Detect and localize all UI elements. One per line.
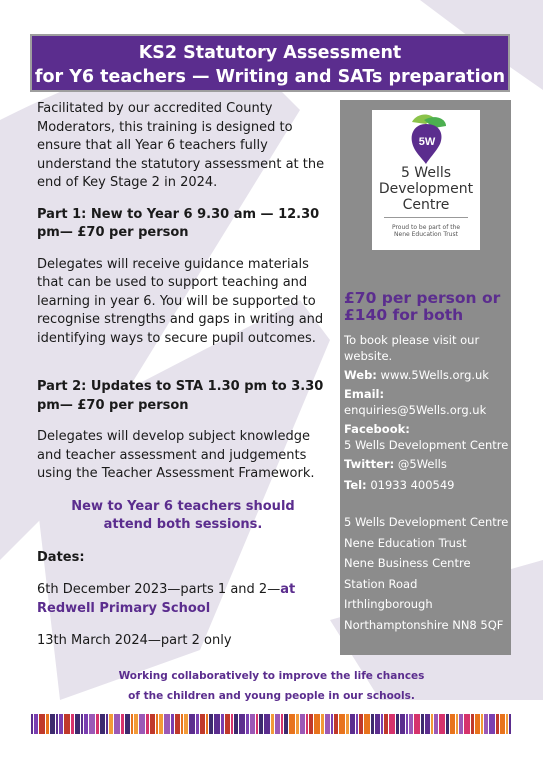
color-bar xyxy=(114,714,120,734)
color-bar xyxy=(475,714,480,734)
color-bar xyxy=(506,714,508,734)
color-bar xyxy=(50,714,55,734)
intro-paragraph: Facilitated by our accredited County Moderators, this training is designed to ensure that all Year 6 teachers fully understand the statutory assessment at the end of Key Stage 2 in 2024. xyxy=(37,101,325,190)
color-bar xyxy=(356,714,358,734)
color-bar xyxy=(281,714,283,734)
footer-strapline xyxy=(0,666,543,706)
color-bar xyxy=(139,714,145,734)
color-bar xyxy=(84,714,88,734)
attendance-notice: New to Year 6 teachers should attend both sessions. xyxy=(71,498,295,532)
color-bar xyxy=(109,714,113,734)
color-bar xyxy=(331,714,333,734)
color-bar xyxy=(156,714,158,734)
color-bar xyxy=(481,714,483,734)
color-bar xyxy=(314,714,320,734)
color-bar xyxy=(134,714,138,734)
address-line: Northamptonshire NN8 5QF xyxy=(344,617,504,632)
color-bar xyxy=(31,714,33,734)
color-bar xyxy=(414,714,420,734)
color-bar xyxy=(34,714,38,734)
price-line-1: £70 per person or xyxy=(344,289,501,307)
address-line: Nene Education Trust xyxy=(344,535,467,550)
logo-tagline-2: Nene Education Trust xyxy=(394,231,458,238)
color-bar xyxy=(150,714,155,734)
color-bar xyxy=(509,714,511,734)
color-bar xyxy=(259,714,263,734)
info-sidebar xyxy=(340,100,511,655)
color-bar xyxy=(39,714,45,734)
color-bar xyxy=(184,714,188,734)
color-bar xyxy=(175,714,180,734)
color-bar xyxy=(296,714,299,734)
color-bar xyxy=(234,714,238,734)
color-bar xyxy=(64,714,70,734)
color-bar xyxy=(350,714,355,734)
color-bar xyxy=(359,714,363,734)
web-label: Web: xyxy=(344,368,377,382)
color-bar xyxy=(264,714,270,734)
color-bar xyxy=(221,714,224,734)
color-bar xyxy=(100,714,105,734)
color-bar xyxy=(434,714,438,734)
address-line: Nene Business Centre xyxy=(344,556,471,571)
color-bar xyxy=(464,714,470,734)
decorative-color-bars xyxy=(31,714,511,734)
5wells-pin-icon xyxy=(372,110,480,168)
color-bar xyxy=(396,714,399,734)
contact-info xyxy=(344,332,510,493)
color-bar xyxy=(239,714,245,734)
color-bar xyxy=(189,714,195,734)
color-bar xyxy=(289,714,295,734)
color-bar xyxy=(164,714,170,734)
color-bar xyxy=(400,714,405,734)
color-bar xyxy=(500,714,505,734)
color-bar xyxy=(96,714,99,734)
logo-line-1: 5 Wells xyxy=(400,165,452,181)
color-bar xyxy=(75,714,80,734)
color-bar xyxy=(250,714,255,734)
color-bar xyxy=(450,714,455,734)
web-link[interactable]: www.5Wells.org.uk xyxy=(376,368,489,382)
twitter-link[interactable]: @5Wells xyxy=(394,457,447,471)
color-bar xyxy=(364,714,370,734)
part2-heading: Part 2: Updates to STA 1.30 pm to 3.30 pm— £70 per person xyxy=(37,379,324,413)
part1-body: Delegates will receive guidance materials that can be used to support teaching and learning in year 6. You will be supported to recognise strengths and gaps in writing and identifying ways to secure pupil outcomes. xyxy=(37,256,324,346)
address-line: Irthlingborough xyxy=(344,597,433,612)
color-bar xyxy=(209,714,213,734)
color-bar xyxy=(125,714,130,734)
dates-label: Dates: xyxy=(37,549,85,565)
color-bar xyxy=(121,714,124,734)
main-content xyxy=(37,100,329,651)
color-bar xyxy=(459,714,463,734)
date-1-venue: at Redwell Primary School xyxy=(37,582,296,616)
color-bar xyxy=(406,714,408,734)
color-bar xyxy=(284,714,288,734)
logo-mark-text: 5W xyxy=(418,136,436,148)
color-bar xyxy=(159,714,163,734)
date-1-text: 6th December 2023—parts 1 and 2— xyxy=(37,582,281,597)
color-bar xyxy=(381,714,383,734)
title-line-1: KS2 Statutory Assessment xyxy=(138,43,402,63)
5wells-logo xyxy=(372,110,480,250)
color-bar xyxy=(389,714,395,734)
date-2: 13th March 2024—part 2 only xyxy=(37,633,232,648)
color-bar xyxy=(59,714,63,734)
color-bar xyxy=(484,714,488,734)
color-bar xyxy=(439,714,445,734)
color-bar xyxy=(321,714,324,734)
facebook-link[interactable]: 5 Wells Development Centre xyxy=(344,438,509,452)
price-line-2: £140 for both xyxy=(344,306,464,324)
footer-line-1: Working collaboratively to improve the life chances xyxy=(118,670,425,682)
logo-line-2: Development xyxy=(378,181,474,197)
twitter-label: Twitter: xyxy=(344,457,395,471)
color-bar xyxy=(271,714,274,734)
color-bar xyxy=(300,714,305,734)
color-bar xyxy=(371,714,374,734)
color-bar xyxy=(106,714,108,734)
color-bar xyxy=(171,714,174,734)
color-bar xyxy=(496,714,499,734)
color-bar xyxy=(89,714,95,734)
tel-number: 01933 400549 xyxy=(366,478,455,492)
tel-label: Tel: xyxy=(344,478,367,492)
color-bar xyxy=(325,714,330,734)
color-bar xyxy=(375,714,380,734)
color-bar xyxy=(456,714,458,734)
title-line-2: for Y6 teachers — Writing and SATs preparation xyxy=(34,67,506,87)
color-bar xyxy=(71,714,74,734)
color-bar xyxy=(231,714,233,734)
email-link[interactable]: enquiries@5Wells.org.uk xyxy=(344,403,487,417)
color-bar xyxy=(425,714,430,734)
color-bar xyxy=(346,714,349,734)
color-bar xyxy=(81,714,83,734)
color-bar xyxy=(471,714,474,734)
color-bar xyxy=(446,714,449,734)
address-line: Station Road xyxy=(344,576,418,591)
address-line: 5 Wells Development Centre xyxy=(344,515,509,529)
price-text xyxy=(344,290,509,324)
color-bar xyxy=(384,714,388,734)
color-bar xyxy=(421,714,424,734)
part2-body: Delegates will develop subject knowledge and teacher assessment and judgements using the Teacher Assessment Framework. xyxy=(37,429,315,481)
part1-heading: Part 1: New to Year 6 9.30 am — 12.30 pm— £70 per person xyxy=(37,206,320,240)
color-bar xyxy=(334,714,338,734)
color-bar xyxy=(131,714,133,734)
color-bar xyxy=(181,714,183,734)
footer-line-2: of the children and young people in our schools. xyxy=(128,690,415,702)
color-bar xyxy=(409,714,413,734)
color-bar xyxy=(489,714,495,734)
color-bar xyxy=(214,714,220,734)
logo-line-3: Centre xyxy=(402,197,450,213)
color-bar xyxy=(309,714,313,734)
color-bar xyxy=(200,714,205,734)
postal-address xyxy=(344,512,510,636)
color-bar xyxy=(431,714,433,734)
color-bar xyxy=(56,714,58,734)
color-bar xyxy=(306,714,308,734)
color-bar xyxy=(146,714,149,734)
title-banner xyxy=(30,34,510,92)
color-bar xyxy=(206,714,208,734)
booking-text: To book please visit our website. xyxy=(344,333,480,363)
color-bar xyxy=(46,714,49,734)
color-bar xyxy=(256,714,258,734)
color-bar xyxy=(275,714,280,734)
date-1 xyxy=(37,581,329,618)
email-label: Email: xyxy=(344,387,385,401)
facebook-label: Facebook: xyxy=(344,422,410,436)
color-bar xyxy=(225,714,230,734)
color-bar xyxy=(196,714,199,734)
color-bar xyxy=(246,714,249,734)
logo-tagline-1: Proud to be part of the xyxy=(391,224,461,231)
color-bar xyxy=(339,714,345,734)
